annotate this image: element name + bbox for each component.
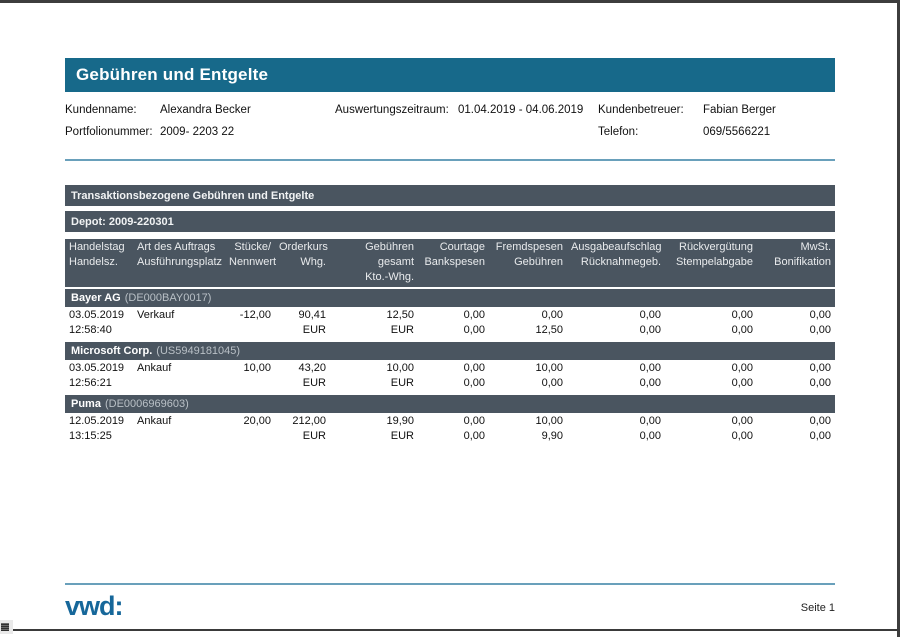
cell-orderkurs (275, 308, 330, 338)
bonifikation: 0,00 (809, 324, 831, 336)
gebuehren: 12,50 (535, 324, 563, 336)
header-divider-line (65, 159, 835, 161)
table-row (65, 413, 835, 446)
col-header-line2: Bonifikation (774, 256, 831, 268)
order-price: 43,20 (298, 362, 326, 374)
col-header-courtage (418, 240, 489, 285)
order-price: 90,41 (298, 309, 326, 321)
order-currency: EUR (302, 430, 326, 442)
section-header-label: Transaktionsbezogene Gebühren und Entgelte (71, 189, 315, 202)
ruecknahmegeb: 0,00 (639, 324, 661, 336)
cell-handelstag (65, 414, 133, 444)
col-header-ausgabeaufschlag (567, 240, 665, 285)
section-header-transaktionen (65, 185, 835, 206)
fremdspesen: 10,00 (535, 415, 563, 427)
security-group-header (65, 289, 835, 307)
cell-rueckverguetung (665, 414, 757, 444)
depot-header-label: Depot: 2009-220301 (71, 215, 174, 228)
pieces: 20,00 (243, 415, 271, 427)
gebuehren: 9,90 (541, 430, 563, 442)
cell-ausgabeaufschlag (567, 414, 665, 444)
col-header-line2: Handelsz. (69, 256, 118, 268)
table-header-row (65, 239, 835, 287)
col-header-line2: Gebühren (514, 256, 563, 268)
fremdspesen: 0,00 (541, 309, 563, 321)
trade-date: 12.05.2019 (69, 415, 125, 427)
cell-gebuehren-gesamt (330, 361, 418, 391)
rueckverguetung: 0,00 (731, 309, 753, 321)
bonifikation: 0,00 (809, 377, 831, 389)
nominal (229, 429, 271, 444)
cell-handelstag (65, 361, 133, 391)
col-header-line1: Handelstag (69, 241, 125, 253)
page-title: Gebühren und Entgelte (76, 65, 269, 84)
pieces: 10,00 (243, 362, 271, 374)
fees-total: 12,50 (386, 309, 414, 321)
cell-auftragsart (133, 308, 225, 338)
col-header-auftragsart (133, 240, 225, 285)
cell-courtage (418, 414, 489, 444)
stempelabgabe: 0,00 (731, 377, 753, 389)
nominal (229, 323, 271, 338)
col-header-rueckverguetung (665, 240, 757, 285)
ruecknahmegeb: 0,00 (639, 430, 661, 442)
page-bottom-edge (10, 629, 900, 631)
info-label-kundenbetreuer: Kundenbetreuer: (598, 104, 684, 116)
ruecknahmegeb: 0,00 (639, 377, 661, 389)
rueckverguetung: 0,00 (731, 415, 753, 427)
cell-mwst (757, 361, 835, 391)
stempelabgabe: 0,00 (731, 430, 753, 442)
customer-info (65, 99, 835, 143)
order-type: Ankauf (137, 362, 172, 374)
rueckverguetung: 0,00 (731, 362, 753, 374)
resize-handle-icon[interactable] (0, 620, 13, 634)
cell-ausgabeaufschlag (567, 308, 665, 338)
col-header-line1: Gebühren gesamt (365, 241, 414, 268)
courtage: 0,00 (463, 415, 485, 427)
info-value-telefon: 069/5566221 (703, 126, 771, 138)
nominal (229, 376, 271, 391)
cell-stuecke (225, 361, 275, 391)
bonifikation: 0,00 (809, 430, 831, 442)
cell-fremdspesen (489, 414, 567, 444)
info-label-portfolionummer: Portfolionummer: (65, 126, 153, 138)
col-header-line1: Orderkurs (279, 241, 328, 253)
security-isin: (DE000BAY0017) (124, 292, 212, 304)
account-currency: EUR (390, 324, 414, 336)
col-header-line1: MwSt. (800, 241, 831, 253)
info-label-kundenname: Kundenname: (65, 104, 137, 116)
trade-time: 12:56:21 (69, 377, 112, 389)
trade-date: 03.05.2019 (69, 362, 125, 374)
table-row (65, 307, 835, 340)
report-footer (65, 583, 835, 621)
security-isin: (US5949181045) (156, 345, 241, 357)
trade-time: 12:58:40 (69, 324, 112, 336)
fee-table (65, 239, 835, 446)
security-group-header (65, 395, 835, 413)
cell-orderkurs (275, 361, 330, 391)
courtage: 0,00 (463, 309, 485, 321)
execution-venue (137, 429, 221, 444)
col-header-line2: Kto.-Whg. (365, 271, 414, 283)
page-number: Seite 1 (800, 602, 835, 614)
cell-auftragsart (133, 414, 225, 444)
col-header-line1: Art des Auftrags (137, 241, 216, 253)
report-page (65, 0, 835, 446)
col-header-orderkurs (275, 240, 330, 285)
account-currency: EUR (390, 430, 414, 442)
col-header-handelstag (65, 240, 133, 285)
cell-stuecke (225, 414, 275, 444)
security-name: Puma (71, 398, 101, 410)
ausgabeaufschlag: 0,00 (639, 415, 661, 427)
stempelabgabe: 0,00 (731, 324, 753, 336)
info-value-auswertungszeitraum: 01.04.2019 - 04.06.2019 (458, 104, 584, 116)
info-value-kundenname: Alexandra Becker (160, 104, 251, 116)
trade-time: 13:15:25 (69, 430, 112, 442)
info-label-auswertungszeitraum: Auswertungszeitraum: (335, 104, 449, 116)
order-type: Verkauf (137, 309, 175, 321)
col-header-line2: Bankspesen (424, 256, 485, 268)
order-currency: EUR (302, 324, 326, 336)
col-header-fremdspesen (489, 240, 567, 285)
order-price: 212,00 (292, 415, 326, 427)
cell-mwst (757, 308, 835, 338)
security-name: Bayer AG (71, 292, 121, 304)
vwd-logo: vwd: (65, 591, 123, 621)
security-group-header (65, 342, 835, 360)
cell-courtage (418, 308, 489, 338)
col-header-line1: Ausgabeaufschlag (571, 241, 662, 253)
cell-rueckverguetung (665, 308, 757, 338)
depot-header (65, 211, 835, 232)
fees-total: 19,90 (386, 415, 414, 427)
col-header-line2: Nennwert (229, 256, 277, 268)
info-value-kundenbetreuer: Fabian Berger (703, 104, 776, 116)
ausgabeaufschlag: 0,00 (639, 309, 661, 321)
courtage: 0,00 (463, 362, 485, 374)
col-header-stuecke (225, 240, 275, 285)
cell-mwst (757, 414, 835, 444)
table-row (65, 360, 835, 393)
fees-total: 10,00 (386, 362, 414, 374)
col-header-line2: Ausführungsplatz (137, 256, 222, 268)
grid-icon (1, 623, 9, 631)
col-header-mwst (757, 240, 835, 285)
trade-date: 03.05.2019 (69, 309, 125, 321)
cell-ausgabeaufschlag (567, 361, 665, 391)
col-header-line2: Stempelabgabe (675, 256, 753, 268)
col-header-line1: Courtage (439, 241, 485, 253)
mwst: 0,00 (809, 362, 831, 374)
fremdspesen: 10,00 (535, 362, 563, 374)
order-currency: EUR (302, 377, 326, 389)
security-name: Microsoft Corp. (71, 345, 153, 357)
ausgabeaufschlag: 0,00 (639, 362, 661, 374)
col-header-gebuehren-gesamt (330, 240, 418, 285)
col-header-line2: Whg. (300, 256, 326, 268)
cell-gebuehren-gesamt (330, 414, 418, 444)
cell-auftragsart (133, 361, 225, 391)
bankspesen: 0,00 (463, 430, 485, 442)
info-value-portfolionummer: 2009- 2203 22 (160, 126, 235, 138)
bankspesen: 0,00 (463, 377, 485, 389)
cell-gebuehren-gesamt (330, 308, 418, 338)
security-isin: (DE0006969603) (104, 398, 189, 410)
col-header-line1: Rückvergütung (679, 241, 753, 253)
report-title-bar (65, 58, 835, 92)
info-label-telefon: Telefon: (598, 126, 639, 138)
execution-venue (137, 376, 221, 391)
cell-stuecke (225, 308, 275, 338)
execution-venue (137, 323, 221, 338)
mwst: 0,00 (809, 415, 831, 427)
cell-fremdspesen (489, 361, 567, 391)
order-type: Ankauf (137, 415, 172, 427)
account-currency: EUR (390, 377, 414, 389)
cell-rueckverguetung (665, 361, 757, 391)
col-header-line2: Rücknahmegeb. (580, 256, 661, 268)
mwst: 0,00 (809, 309, 831, 321)
col-header-line1: Stücke/ (234, 241, 271, 253)
cell-handelstag (65, 308, 133, 338)
cell-courtage (418, 361, 489, 391)
col-header-line1: Fremdspesen (495, 241, 563, 253)
bankspesen: 0,00 (463, 324, 485, 336)
pieces: -12,00 (239, 309, 271, 321)
cell-fremdspesen (489, 308, 567, 338)
cell-orderkurs (275, 414, 330, 444)
gebuehren: 0,00 (541, 377, 563, 389)
footer-divider-line (65, 583, 835, 585)
